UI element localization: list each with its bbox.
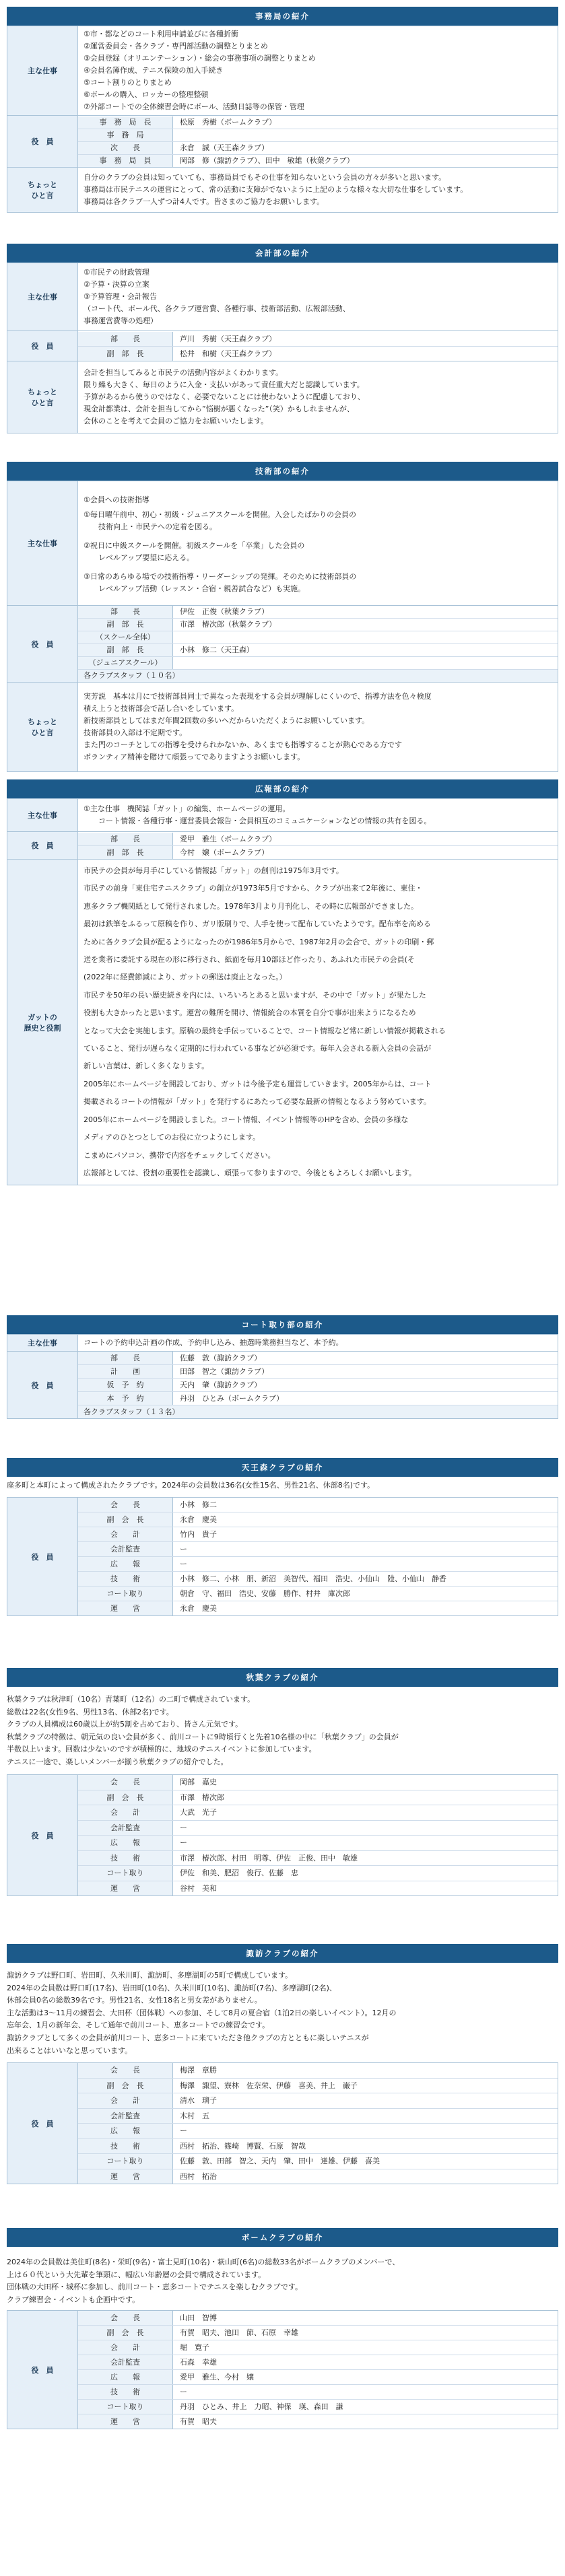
section-header-boom: ボームクラブの紹介	[7, 2228, 558, 2247]
suwa-table	[7, 2062, 558, 2184]
officer-name: 石森 幸雄	[180, 2358, 217, 2367]
officer-row	[78, 1512, 558, 1527]
officer-name: 清水 璃子	[180, 2096, 217, 2105]
section-header-akiba: 秋葉クラブの紹介	[7, 1668, 558, 1687]
duties-label: 主な仕事	[7, 481, 78, 606]
officer-name: 佐藤 敦（諏訪クラブ）	[180, 1354, 262, 1362]
duty-item: ③日常のあらゆる場での技術指導・リーダーシップの発揮。そのために技術部員の	[84, 572, 357, 581]
officers-label: 役 員	[7, 606, 78, 683]
officer-role: 技 術	[78, 2139, 173, 2154]
officer-name: 木村 五	[180, 2111, 209, 2120]
duties-label: 主な仕事	[7, 26, 78, 116]
officer-row	[78, 606, 558, 619]
officer-row	[78, 1836, 558, 1851]
duty-item: 技術向上・市民テへの定着を図る。	[98, 522, 217, 531]
officer-role: 部 長	[78, 1352, 173, 1364]
boom-intro	[7, 2256, 558, 2306]
officer-row	[78, 833, 558, 846]
officer-role: 副 部 長	[78, 619, 173, 631]
history-line: (2022年に経費節減により、ガットの郵送は廃止となった。）	[84, 973, 287, 982]
officer-row	[78, 2169, 558, 2184]
officer-role: 技 術	[78, 1851, 173, 1866]
officer-row	[78, 2340, 558, 2355]
history-line: ために各クラブ会員が配るようになったのが1986年5月からで、1987年2月の会合で、ガットの印刷・郵	[84, 937, 434, 946]
officer-name: 小林 修二	[180, 1500, 217, 1509]
officer-role: 広 報	[78, 1557, 173, 1571]
duty-item: ⑤コート割りのとりまとめ	[84, 78, 172, 87]
intro-line: 諏訪クラブは野口町、岩田町、久米川町、諏訪町、多摩湖町の5町で構成しています。	[7, 1971, 293, 1980]
comment-line: 会計を担当してみると市民テの活動内容がよくわかります。	[84, 368, 284, 377]
comment-line: 予算があるから使うのではなく、必要でないことには使わないように配慮しており、	[84, 392, 365, 401]
officer-name: 永倉 慶美	[180, 1515, 217, 1524]
officer-role: コート取り	[78, 2154, 173, 2169]
history-line: となって大会を実施します。原稿の最終を手伝っていることで、コート情報など常に新しい情報が掲載される	[84, 1026, 446, 1035]
officer-row	[78, 1790, 558, 1806]
jimu-table	[7, 26, 558, 213]
kouhou-duties	[78, 799, 558, 832]
officer-role: 部 長	[78, 833, 173, 845]
comment-label: ちょっと ひと言	[7, 168, 78, 213]
officer-role: 本 予 約	[78, 1392, 173, 1405]
officers-label: 役 員	[7, 2311, 78, 2429]
officer-name: 竹内 貴子	[180, 1530, 217, 1539]
officer-role: 会 長	[78, 1775, 173, 1790]
officer-row	[78, 2400, 558, 2414]
officer-name: 愛甲 雅生、今村 嬢	[180, 2373, 254, 2381]
duty-item: ①市民テの財政管理	[84, 268, 149, 277]
officer-row	[78, 332, 558, 347]
officer-name: 永倉 誠（天王森クラブ）	[180, 143, 269, 152]
comment-line: 実芳説 基本は月にで技術部員同士で異なった表現をする会員が理解しにくいので、指導方法を色々検度	[84, 692, 432, 701]
kouhou-history	[78, 860, 558, 1185]
tennou-intro	[7, 1480, 558, 1492]
intro-line: 出来ることはいいなと思っています。	[7, 2046, 133, 2055]
section-header-tennou: 天王森クラブの紹介	[7, 1458, 558, 1477]
history-line: 広報部としては、役割の重要性を認識し、頑張って参りますので、今後ともよろしくお願いします。	[84, 1168, 416, 1177]
officer-row	[78, 2109, 558, 2124]
suwa-officers	[78, 2063, 558, 2184]
duty-item: ③会員登録（オリエンテーション）・総会の事務事項の調整とりまとめ	[84, 54, 316, 63]
officer-row	[78, 1866, 558, 1881]
duty-item: 事務運営費等の処理）	[84, 316, 158, 325]
duty-item: ①毎日曜午前中、初心・初級・ジュニアスクールを開催。入会したばかりの会員の	[84, 510, 356, 519]
officer-role: 会計監査	[78, 2355, 173, 2369]
boom-table	[7, 2310, 558, 2429]
officer-name: 西村 拓治、篠崎 博賢、石原 智哉	[180, 2141, 306, 2151]
officer-role: 副 会 長	[78, 2326, 173, 2340]
officer-name: 有賀 昭夫、池田 節、石原 幸雄	[180, 2328, 298, 2337]
officer-row	[78, 2311, 558, 2326]
officer-name: ー	[180, 1560, 187, 1568]
officer-role: 仮 予 約	[78, 1379, 173, 1391]
officers-label: 役 員	[7, 1352, 78, 1419]
intro-line: テニスに一途で、楽しいメンバーが揃う秋葉クラブの紹介でした。	[7, 1757, 228, 1766]
officer-name: ー	[180, 2126, 187, 2135]
officer-role: 会 計	[78, 1805, 173, 1820]
intro-line: 諏訪クラブとして多くの会員が前川コート、恵多コートに来ていただき他クラブの方とともに楽しいテニスが	[7, 2033, 369, 2042]
comment-line: 積え上うと技術部会で話し合いをしています。	[84, 704, 239, 713]
officer-name: 小林 修二、小林 朋、新沼 美智代、福田 浩史、小仙山 陸、小仙山 静香	[180, 1574, 446, 1583]
duty-item: レベルアップ活動（レッスン・合宿・親善試合など）も実施。	[98, 584, 306, 593]
duty-item: レベルアップ要望に応える。	[98, 553, 195, 562]
officer-row	[78, 142, 558, 155]
officer-role: 事 務 局	[78, 129, 173, 141]
court-officers	[78, 1352, 558, 1419]
akiba-officers	[78, 1775, 558, 1896]
comment-line: また門のコーチとしての指導を受けられかないか、あくまでも指導することが熱心である方です	[84, 740, 402, 749]
officer-role: 会 長	[78, 2063, 173, 2078]
officer-name: 松原 秀樹（ボームクラブ）	[180, 117, 277, 127]
officer-role: 会計監査	[78, 1821, 173, 1836]
officer-name: 山田 智博	[180, 2313, 217, 2322]
intro-line: 総数は22名(女性9名、男性13名、休部2名)です。	[7, 1707, 174, 1716]
duties-label: 主な仕事	[7, 1335, 78, 1352]
officer-name: 岡部 修（諏訪クラブ）、田中 敏雄（秋葉クラブ）	[180, 155, 354, 165]
intro-line: クラブ練習会・イベントも企画中です。	[7, 2295, 140, 2304]
officer-name: 梅澤 章勝	[180, 2066, 217, 2075]
court-duties	[78, 1335, 558, 1352]
officer-role: （スクール全体）	[78, 631, 173, 643]
officer-role: 次 長	[78, 142, 173, 154]
officers-label: 役 員	[7, 1775, 78, 1896]
officer-name: 芦川 秀樹（天王森クラブ）	[180, 334, 277, 343]
history-line: 恵多クラブ機関紙として発行されました。1978年3月より月刊化し、その時に広報部ができました。	[84, 901, 418, 911]
duty-item: ②予算・決算の立案	[84, 280, 149, 289]
duty-item: ④会員名簿作成、テニス保険の加入手続き	[84, 66, 224, 75]
comment-line: 新技術部員としてはまだ年間2回数の多いヘだからいただくようにお願いしています。	[84, 716, 370, 725]
officer-row	[78, 2355, 558, 2370]
history-line: 掲載されるコートの情報が「ガット」を発行するにあたって必要な最新の情報となるよう努めています。	[84, 1097, 431, 1107]
officer-row	[78, 1821, 558, 1836]
gijutsu-officers	[78, 606, 558, 683]
officer-role: 会計監査	[78, 2109, 173, 2124]
officer-name: 田部 智之（諏訪クラブ）	[180, 1367, 269, 1376]
comment-label: ちょっと ひと言	[7, 361, 78, 433]
intro-line: 半数以上います。回数は少ないのですが積極的に、地域のテニスイベントに参加しています。	[7, 1745, 317, 1754]
staff-count: 各クラブスタッフ（１３名）	[78, 1405, 558, 1418]
duties-label: 主な仕事	[7, 263, 78, 331]
officer-row	[78, 619, 558, 631]
officer-role: 副 部 長	[78, 347, 173, 361]
officer-role: 会 計	[78, 2093, 173, 2108]
officer-role: 副 会 長	[78, 1790, 173, 1805]
officer-role: 会計監査	[78, 1542, 173, 1556]
officer-row	[78, 2154, 558, 2169]
officer-name: 天内 肇（諏訪クラブ）	[180, 1381, 262, 1389]
jimu-comment	[78, 168, 558, 213]
officer-name: 小林 修二（天王森）	[180, 646, 254, 654]
section-header-kaikei: 会計部の紹介	[7, 244, 558, 263]
comment-line: 現金計都業は、会計を担当してから”悩樹が悪くなった”（笑）かもしれませんが、	[84, 405, 354, 413]
history-label: ガットの 歴史と役割	[7, 860, 78, 1185]
officer-name: ー	[180, 1838, 187, 1847]
duties-label: 主な仕事	[7, 799, 78, 832]
history-line: 2005年にホームページを開設しており、ガットは今後予定も運営していきます。2005年からは、コート	[84, 1079, 432, 1088]
intro-line: 忘年会、1月の新年会、そして通年で前川コート、恵多コートでの練習会です。	[7, 2021, 270, 2030]
officer-role: 広 報	[78, 2124, 173, 2138]
section-header-jimu: 事務局の紹介	[7, 7, 558, 26]
intro-line: 2024年の会員数は美住町(8名)・栄町(9名)・富士見町(10名)・萩山町(6名)の総数33名がボームクラブのメンバーで、	[7, 2258, 400, 2266]
officer-name: 谷村 美和	[180, 1883, 217, 1893]
officer-row	[78, 2063, 558, 2079]
officer-row	[78, 347, 558, 361]
officer-name	[173, 129, 180, 141]
history-line: 送を業者に委託する現在の形に移行され、紙面を毎月10部ほど作ったり、あふれた市民テの会員(そ	[84, 955, 415, 965]
officer-role: 副 会 長	[78, 2079, 173, 2093]
officer-name: 伊佐 和美、肥沼 俊行、佐藤 忠	[180, 1869, 298, 1877]
officer-role: 副 部 長	[78, 644, 173, 656]
section-header-suwa: 諏訪クラブの紹介	[7, 1944, 558, 1963]
history-line: 市民テを50年の長い歴史続きを内には、いろいろとあると思いますが、その中で「ガット」が果たした	[84, 990, 426, 1000]
kaikei-duties	[78, 263, 558, 331]
officer-role: 計 画	[78, 1365, 173, 1378]
intro-line: 団体戦の大田杯・城杯に参加し、前川コート・恵多コートでテニスを楽しむクラブです。	[7, 2283, 303, 2292]
officer-row	[78, 2370, 558, 2385]
officer-row	[78, 1542, 558, 1557]
gijutsu-duties	[78, 481, 558, 606]
officer-row	[78, 2124, 558, 2139]
officer-role: 副 部 長	[78, 846, 173, 859]
officer-row	[78, 2079, 558, 2094]
officer-row	[78, 1775, 558, 1790]
officer-row	[78, 2139, 558, 2155]
comment-line: 事務局は市民テニスの運営にとって、常の活動に支障がでないように上記のような様々な大切な仕事をしています。	[84, 185, 468, 194]
officer-role: 運 営	[78, 2169, 173, 2184]
officer-row	[78, 129, 558, 142]
officer-row	[78, 1379, 558, 1392]
officer-row	[78, 1392, 558, 1405]
duty-item: ③予算管理・会計報告	[84, 292, 157, 301]
officer-name: 市澤 椿次郎（秋葉クラブ）	[180, 620, 277, 629]
officer-role: コート取り	[78, 1587, 173, 1601]
officer-role: 技 術	[78, 1572, 173, 1586]
history-line: メディアのひとつとしてのお役に立つようにします。	[84, 1133, 261, 1142]
intro-line: 2024年の会員数は野口町(17名)、岩田町(10名)、久米川町(10名)、諏訪町(7名)、多摩湖町(2名)、	[7, 1983, 337, 1992]
history-line: 市民テの会員が毎月手にしている情報誌「ガット」の創刊は1975年3月です。	[84, 866, 343, 875]
officer-role: 部 長	[78, 606, 173, 618]
duty-item: コートの予約申込計画の作成、予約申し込み、抽選時業務担当など、本予約。	[84, 1338, 343, 1347]
duty-item: （コート代、ボール代、各クラブ運営費、各種行事、技術部活動、広報部活動、	[84, 304, 350, 313]
officer-name: 西村 拓治	[180, 2171, 217, 2181]
history-line: 役割も大きかったと思います。運営の難所を開け、情報統合の本質を自分で事が出来ようになるため	[84, 1008, 416, 1018]
jimu-officers	[78, 116, 558, 168]
history-line: ていること、発行が遅らなく定期的に行われている事などが必須です。毎年入会される新入会員の会話が	[84, 1044, 432, 1053]
officer-role: 広 報	[78, 2370, 173, 2384]
officer-row	[78, 2093, 558, 2109]
officer-row	[78, 1881, 558, 1896]
section-header-kouhou: 広報部の紹介	[7, 779, 558, 798]
officer-role: コート取り	[78, 2400, 173, 2414]
officers-label: 役 員	[7, 2063, 78, 2184]
officer-name: 大武 光子	[180, 1808, 217, 1817]
section-header-gijutsu: 技術部の紹介	[7, 462, 558, 481]
officer-role: 会 計	[78, 2340, 173, 2355]
officer-name: 愛甲 雅生（ボームクラブ）	[180, 834, 277, 843]
officer-role: 事 務 局 長	[78, 116, 173, 129]
kaikei-table	[7, 263, 558, 433]
officer-name: 梅澤 諏望、寮林 佐奈栄、伊藤 喜美、井上 巌子	[180, 2081, 358, 2090]
comment-line: 技術部員の入部は不定期です。	[84, 728, 187, 737]
officer-name: 市澤 椿次郎	[180, 1792, 224, 1802]
duty-item: ⑦外部コートでの全体練習会時にボール、活動日誌等の保管・管理	[84, 102, 304, 111]
officer-row	[78, 1498, 558, 1512]
officer-row	[78, 2385, 558, 2400]
officer-name: 岡部 嘉史	[180, 1778, 217, 1786]
officer-name: 佐藤 敦、田部 智之、天内 肇、田中 達雄、伊藤 喜美	[180, 2157, 380, 2165]
officer-role: 運 営	[78, 1881, 173, 1896]
history-line: こまめにパソコン、携帯で内容をチェックしてください。	[84, 1150, 275, 1160]
comment-line: 限り繰も大きく、毎日のように入金・支払いがあって責任重大だと認識しています。	[84, 380, 364, 389]
officer-role: （ジュニアスクール）	[78, 657, 173, 669]
officer-row	[78, 631, 558, 644]
officer-row	[78, 1572, 558, 1587]
officer-row	[78, 1352, 558, 1365]
duty-item: ②運営委員会・各クラブ・専門部活動の調整とりまとめ	[84, 42, 268, 50]
kouhou-table	[7, 798, 558, 1185]
officer-row	[78, 644, 558, 657]
officers-label: 役 員	[7, 331, 78, 361]
comment-line: 自分のクラブの会員は知っていても、事務局員でもその仕事を知らないという会員の方々が多いと思います。	[84, 173, 446, 182]
intro-line: 秋葉クラブの特徴は、朝元気の良い会員が多く、前川コートに9時頃行くと先着10名様の中に「秋葉クラブ」の会員が	[7, 1732, 399, 1741]
officer-row	[78, 1557, 558, 1572]
suwa-intro	[7, 1970, 558, 2057]
officer-role: 会 計	[78, 1527, 173, 1541]
history-line: 新しい言葉は、新しく多くなります。	[84, 1061, 209, 1071]
gijutsu-table	[7, 481, 558, 772]
officer-name: ー	[180, 1823, 187, 1832]
officer-name: 伊佐 正俊（秋葉クラブ）	[180, 607, 269, 616]
court-table	[7, 1334, 558, 1419]
officer-role: 事 務 局 員	[78, 155, 173, 167]
officer-name: ー	[180, 1545, 187, 1554]
intro-line: クラブの人員構成は60歳以上が約5割を占めており、皆さん元気です。	[7, 1720, 243, 1729]
officer-row	[78, 116, 558, 129]
history-line: 2005年にホームページを開設しました。コート情報、イベント情報等のHPを含め、会員の多様な	[84, 1115, 409, 1124]
akiba-table	[7, 1774, 558, 1896]
officer-name: 松井 和樹（天王森クラブ）	[180, 349, 277, 358]
duty-item: ⑥ボールの購入、ロッカーの整理整頓	[84, 90, 209, 99]
officers-label: 役 員	[7, 116, 78, 168]
officers-label: 役 員	[7, 832, 78, 860]
officer-name: 有賀 昭夫	[180, 2417, 217, 2426]
officer-row	[78, 155, 558, 167]
section-header-court: コート取り部の紹介	[7, 1315, 558, 1334]
officer-name	[173, 657, 180, 669]
officer-name	[173, 631, 180, 643]
officer-role: 運 営	[78, 1601, 173, 1615]
officer-row	[78, 1527, 558, 1542]
officer-name: 堀 寛子	[180, 2343, 209, 2352]
jimu-duties	[78, 26, 558, 116]
staff-count: 各クラブスタッフ（１０名）	[78, 670, 558, 682]
comment-label: ちょっと ひと言	[7, 683, 78, 772]
intro-line: 座多町と本町によって構成されたクラブです。2024年の会員数は36名(女性15名、男性21名、休部8名)です。	[7, 1481, 375, 1490]
officer-name: 永倉 慶美	[180, 1604, 217, 1613]
officer-role: 広 報	[78, 1836, 173, 1850]
duty-item: ①市・都などのコート利用申請並びに各種折衝	[84, 30, 238, 38]
officer-name: 丹羽 ひとみ、井上 力昭、神保 瑛、森田 謙	[180, 2402, 343, 2411]
officer-row	[78, 1601, 558, 1615]
officer-row	[78, 2326, 558, 2340]
officer-row	[78, 1851, 558, 1867]
kouhou-officers	[78, 832, 558, 860]
duty-item: コート情報・各種行事・運営委員会報告・会員相互のコミュニケーションなどの情報の共有を図る。	[98, 816, 432, 825]
duty-item: ②祝日に中級スクールを開催。初級スクールを「卒業」した会員の	[84, 541, 305, 550]
officer-name: 朝倉 守、福田 浩史、安藤 勝作、村井 庫次郎	[180, 1589, 350, 1598]
officer-name: 市澤 椿次郎、村田 明尊、伊佐 正俊、田中 敏雄	[180, 1853, 358, 1863]
duty-item: ①主な仕事 機関誌「ガット」の編集、ホームページの運用。	[84, 804, 290, 813]
officers-label: 役 員	[7, 1498, 78, 1616]
officer-row	[78, 657, 558, 670]
officer-row	[78, 846, 558, 859]
intro-line: 主な活動は3～11月の練習会、大田杯（団体戦）への参加、そして8月の夏合宿（1泊2日の楽しいイベント）。12月の	[7, 2008, 397, 2017]
history-line: 市民テの前身「東住宅テニスクラブ」の創立が1973年5月ですから、クラブが出来て2年後に、東住・	[84, 884, 423, 893]
comment-line: ボランティア精神を賭けて頑張ってでありますようお願いします。	[84, 753, 305, 761]
kaikei-officers	[78, 331, 558, 361]
officer-role: 運 営	[78, 2414, 173, 2429]
akiba-intro	[7, 1694, 558, 1769]
officer-role: コート取り	[78, 1866, 173, 1881]
officer-role: 会 長	[78, 2311, 173, 2325]
duty-item: ①会員への技術指導	[84, 495, 149, 504]
boom-officers	[78, 2311, 558, 2429]
officer-name: ー	[180, 2388, 187, 2396]
intro-line: 秋葉クラブは秋津町（10名）青葉町（12名）の二町で構成されています。	[7, 1695, 255, 1704]
intro-line: 休部会員0名の総数39名です。男性21名、女性18名と男女差がありません。	[7, 1996, 262, 2005]
officer-row	[78, 1365, 558, 1379]
gijutsu-comment	[78, 683, 558, 772]
officer-row	[78, 1805, 558, 1821]
officer-row	[78, 2414, 558, 2429]
officer-role: 会 長	[78, 1498, 173, 1512]
officer-name: 丹羽 ひとみ（ボームクラブ）	[180, 1394, 284, 1403]
officer-role: 副 会 長	[78, 1512, 173, 1527]
officer-name: 今村 嬢（ボームクラブ）	[180, 847, 269, 857]
history-line: 最初は鉄筆をふるって原稿を作り、ガリ版刷りで、人手を使って配布していたようです。配布率を高める	[84, 919, 431, 929]
officer-row	[78, 1587, 558, 1601]
tennou-table	[7, 1497, 558, 1616]
intro-line: 上は６０代という大先輩を筆頭に、幅広い年齢層の会員で構成されています。	[7, 2270, 266, 2279]
tennou-officers	[78, 1498, 558, 1616]
kaikei-comment	[78, 361, 558, 433]
officer-role: 技 術	[78, 2385, 173, 2399]
officer-role: 部 長	[78, 332, 173, 346]
comment-line: 会休のことを考えて会員のご協力をお願いいたします。	[84, 417, 269, 425]
comment-line: 事務局は各クラブ一人ずつ計4人です。皆さまのご協力をお願いします。	[84, 197, 325, 206]
